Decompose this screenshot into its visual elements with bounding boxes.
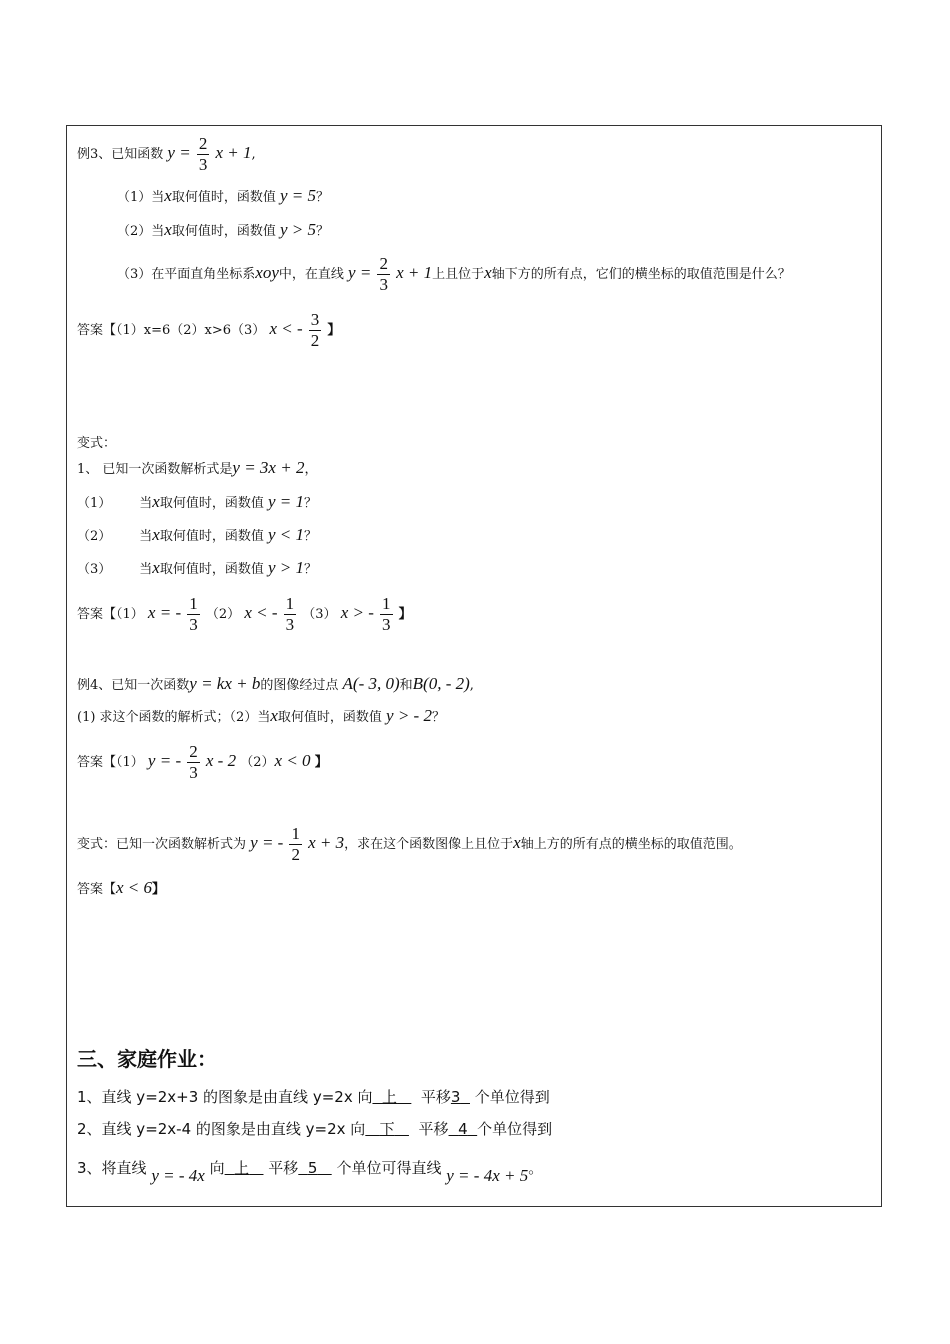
fraction: $\frac{2}{3}$: [198, 134, 208, 174]
example3-answer: 答案【（1）x=6（2）x>6（3） x < - $\frac{3}{2}$ 】: [77, 310, 341, 350]
example4-line: 例4、已知一次函数y = kx + b的图像经过点 A(- 3, 0)和B(0, - 2),: [77, 674, 474, 693]
homework-item-1: 1、直线 y=2x+3 的图象是由直线 y=2x 向 上 平移3 个单位得到: [77, 1088, 550, 1106]
example4-question: (1) 求这个函数的解析式；（2）当x取何值时，函数值 y > - 2？: [77, 706, 445, 725]
variant2-line: 变式：已知一次函数解析式为 y = - $\frac{1}{2}$ x + 3，求在这个函数图像上且位于x轴上方的所有点的横坐标的取值范围。: [77, 824, 742, 864]
homework-item-2: 2、直线 y=2x-4 的图象是由直线 y=2x 向 下 平移 4 个单位得到: [77, 1120, 553, 1138]
homework-item-3: 3、将直线 y = - 4x 向 上 平移 5 个单位可得直线 y = - 4x + 5。: [77, 1159, 544, 1185]
variant1-answer: 答案【（1） x = - $\frac{1}{3}$ （2） x < - $\frac{1}{3}$ （3） x > - $\frac{1}{3}$ 】: [77, 594, 412, 634]
variant1-title: 变式：: [77, 436, 117, 451]
worksheet-frame: [66, 125, 882, 1207]
example4-answer: 答案【（1） y = - $\frac{2}{3}$ x - 2 （2）x < 0 】: [77, 742, 328, 782]
example3-q1: （1）当x取何值时，函数值 y = 5？: [117, 186, 330, 205]
example3-line: 例3、已知函数 y = $\frac{2}{3}$ x + 1,: [77, 134, 256, 174]
example3-q3: （3）在平面直角坐标系xoy中，在直线 y = $\frac{2}{3}$ x + 1上且位于x轴下方的所有点，它们的横坐标的取值范围是什么？: [117, 254, 791, 294]
variant1-item: （2） 当x取何值时，函数值 y < 1？: [77, 525, 318, 544]
variant1-intro: 1、 已知一次函数解析式是y = 3x + 2，: [77, 458, 318, 477]
example3-label: 例3、已知函数: [77, 147, 164, 162]
variant2-answer: 答案【x < 6】: [77, 878, 166, 897]
example3-q2: （2）当x取何值时，函数值 y > 5？: [117, 220, 330, 239]
homework-title: 三、家庭作业：: [77, 1047, 217, 1071]
variant1-item: （3） 当x取何值时，函数值 y > 1？: [77, 558, 318, 577]
variant1-item: （1） 当x取何值时，函数值 y = 1？: [77, 492, 318, 511]
